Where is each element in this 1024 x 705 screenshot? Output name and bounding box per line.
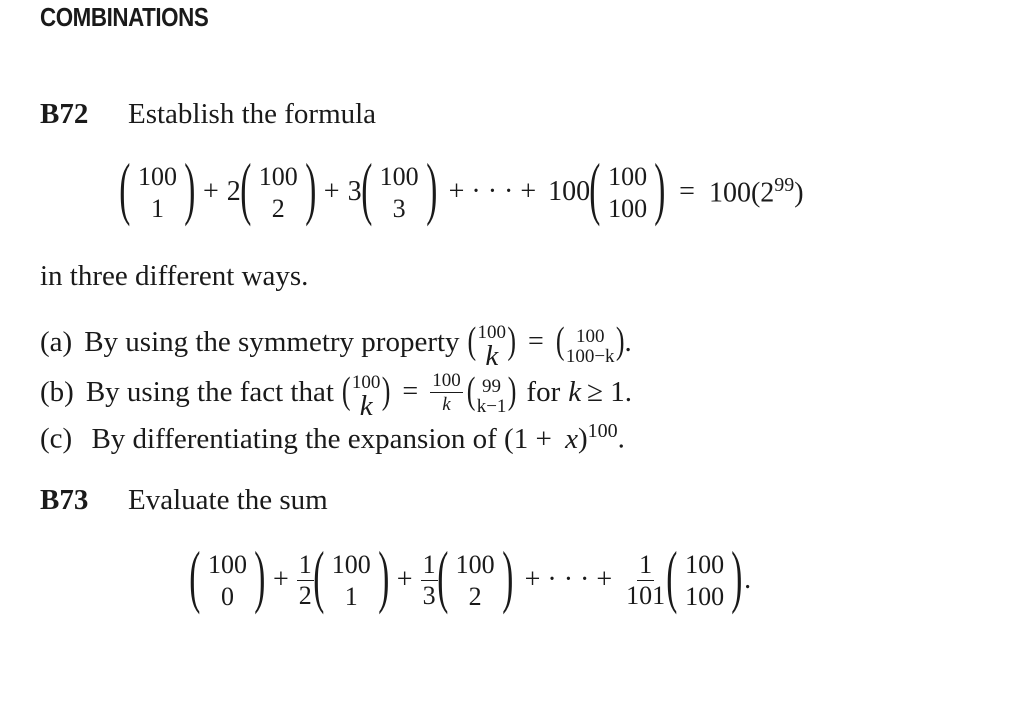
- plus-sign: +: [396, 564, 413, 595]
- problem-number-b73: B73: [40, 484, 89, 516]
- variable-x: x: [565, 422, 578, 455]
- binomial-term: ( 100 100−k ): [555, 319, 625, 367]
- binomial-term: ( 100 k ): [341, 369, 391, 423]
- rhs: $100(2^{99})$: [708, 174, 804, 209]
- part-text-c: By differentiating the expansion of (1 +: [91, 422, 552, 455]
- binomial-term: ( 100 100 ): [666, 539, 743, 617]
- part-label-b: (b): [40, 375, 74, 408]
- part-b: [40, 368, 633, 423]
- formula-b73: [190, 538, 751, 622]
- plus-sign: +: [273, 564, 289, 595]
- part-label-c: (c): [40, 422, 73, 455]
- binomial-term: ( 100 1 ): [119, 151, 196, 229]
- binomial-term: ( 100 k ): [467, 319, 517, 373]
- binomial-term: ( 100 2 ): [436, 539, 514, 617]
- tail-text-b72: in three different ways.: [40, 260, 309, 292]
- plus-sign: +: [203, 176, 219, 207]
- condition-relation: ≥ 1.: [587, 375, 633, 408]
- binomial-term: ( 99 k−1 ): [466, 369, 517, 417]
- plus-sign: +: [323, 176, 340, 207]
- part-text-b: By using the fact that: [85, 375, 334, 408]
- exponent: 100: [587, 420, 618, 442]
- part-label-a: (a): [40, 325, 73, 358]
- coefficient: 2: [226, 176, 241, 207]
- fraction: $\frac{1}{101}$: [626, 549, 666, 610]
- equals-sign: =: [402, 376, 419, 407]
- fraction: $\frac{1}{3}$: [422, 549, 436, 610]
- binomial-term: ( 100 0 ): [189, 539, 266, 617]
- period: .: [744, 564, 752, 595]
- section-header: COMBINATIONS: [40, 2, 209, 32]
- period: .: [624, 325, 632, 358]
- fraction: $\frac{100}{k}$: [432, 369, 461, 415]
- problem-statement-b72: Establish the formula: [128, 98, 377, 130]
- part-text-a: By using the symmetry property: [84, 325, 460, 358]
- fraction: $\frac{1}{2}$: [298, 549, 312, 610]
- ellipsis-sum: + · · · +: [524, 564, 613, 595]
- ellipsis-sum: + · · · +: [448, 176, 537, 207]
- part-c: (c) By differentiating the expansion of $(1 + x)^{100}$.: [40, 420, 625, 455]
- problem-statement-b73: Evaluate the sum: [128, 484, 328, 516]
- formula-b72: [120, 152, 804, 232]
- binomial-term: ( 100 3 ): [360, 151, 438, 229]
- binomial-term: ( 100 100 ): [589, 151, 666, 229]
- coefficient: 3: [347, 176, 362, 207]
- equals-sign: =: [679, 176, 695, 207]
- equals-sign: =: [528, 326, 544, 357]
- coefficient: 100: [548, 176, 591, 207]
- part-a: [40, 318, 632, 373]
- condition-variable: k: [568, 375, 582, 408]
- condition-text: for: [526, 375, 561, 408]
- binomial-term: ( 100 2 ): [240, 151, 317, 229]
- binomial-term: ( 100 1 ): [313, 539, 390, 617]
- problem-number-b72: B72: [40, 98, 89, 130]
